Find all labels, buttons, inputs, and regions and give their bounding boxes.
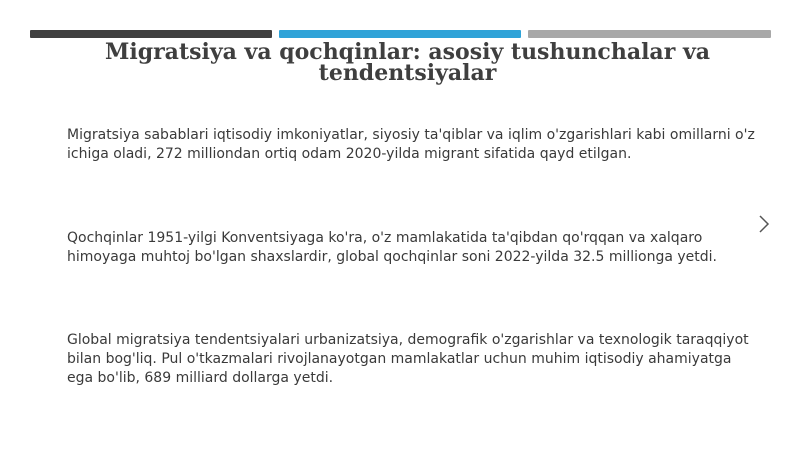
- paragraph-refugees: Qochqinlar 1951-yilgi Konventsiyaga ko'ra, o'z mamlakatida ta'qibdan qo'rqqan va xalqaro himoyaga muhtoj bo'lgan shaxslardir, global qochqinlar soni 2022-yilda 32.5 millionga yetdi.: [67, 230, 718, 265]
- accent-bar-left: [30, 30, 272, 38]
- accent-bar-right: [528, 30, 771, 38]
- accent-bar-middle: [279, 30, 521, 38]
- paragraph-migration-causes: Migratsiya sabablari iqtisodiy imkoniyatlar, siyosiy ta'qiblar va iqlim o'zgarishlari kabi omillarni o'z ichiga oladi, 272 milliondan ortiq odam 2020-yilda migrant sifatida qayd etilgan.: [67, 127, 755, 162]
- paragraph-global-trends: Global migratsiya tendentsiyalari urbanizatsiya, demografik o'zgarishlar va texnologik taraqqiyot bilan bog'liq. Pul o'tkazmalari rivojlanayotgan mamlakatlar uchun muhim iqtisodiy ahamiyatga ega bo'lib, 689 milliard dollarga yetdi.: [67, 332, 749, 386]
- chevron-right-icon[interactable]: [758, 214, 770, 234]
- slide-title: Migratsiya va qochqinlar: asosiy tushunchalar va tendentsiyalar: [105, 39, 710, 86]
